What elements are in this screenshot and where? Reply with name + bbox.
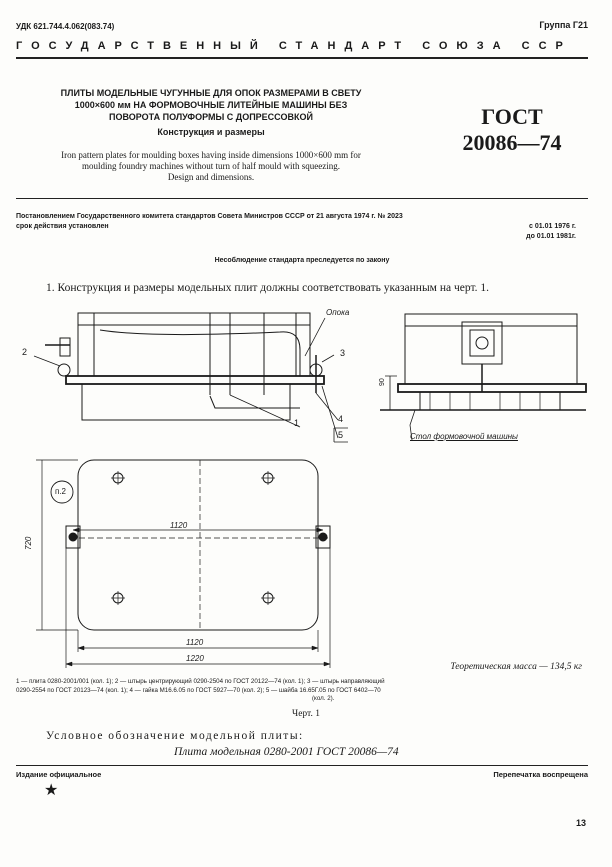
plan-view [36,460,330,668]
callout-2: 2 [22,347,28,357]
official-edition: Издание официальное [16,770,102,779]
end-view [380,314,586,440]
legend-line: 1 — плита 0280-2001/001 (кол. 1); 2 — штырь центрирующий 0290-2504 по ГОСТ 20122—74 (кол. 1); 3 — штырь направляющий [16,678,385,685]
gost-label: ГОСТ [481,104,543,129]
dim-1220: 1220 [186,654,204,663]
decree-date-to: до 01.01 1981г. [526,233,576,240]
legend-line: (кол. 2). [312,695,335,702]
legal-notice: Несоблюдение стандарта преследуется по закону [214,257,390,264]
footer-rule [16,765,588,766]
theoretical-mass: Теоретическая масса — 134,5 кг [450,662,582,672]
label-opoka: Опока [326,308,350,317]
designation-label: Условное обозначение модельной плиты: [46,730,304,742]
title-ru-subtitle: Конструкция и размеры [157,127,265,137]
label-machine-table: Стол формовочной машины [410,432,518,441]
star-icon: ★ [44,782,59,799]
standard-banner: ГОСУДАРСТВЕННЫЙ СТАНДАРТ СОЮЗА ССР [16,40,572,52]
callout-3: 3 [340,348,346,358]
legend-line: 0290-2554 по ГОСТ 20123—74 (кол. 1); 4 — гайка М16.6.05 по ГОСТ 5927—70 (кол. 2); 5 — шайба 16.65Г.05 по ГОСТ 6402—70 [16,686,381,694]
page-number: 13 [575,818,586,828]
dim-720: 720 [24,536,33,550]
parts-legend [16,678,582,704]
title-en-line: Iron pattern plates for moulding boxes having inside dimensions 1000×600 mm for [61,150,361,160]
decree-date-from: с 01.01 1976 г. [529,223,576,230]
dim-1120-top: 1120 [170,521,188,530]
title-ru-line: 1000×600 мм НА ФОРМОВОЧНЫЕ ЛИТЕЙНЫЕ МАШИНЫ БЕЗ [74,100,348,110]
title-en-line: moulding foundry machines without turn of half mould with squeezing. [82,161,340,171]
dim-90: 90 [379,378,386,386]
title-ru-line: ПОВОРОТА ПОЛУФОРМЫ С ДОПРЕССОВКОЙ [109,112,313,122]
dim-1120-bottom: 1120 [186,638,204,647]
callout-5: 5 [338,430,344,440]
group-code: Группа Г21 [539,20,588,30]
figure-caption: Черт. 1 [292,709,320,719]
label-radius: п.2 [55,487,67,496]
title-ru-line: ПЛИТЫ МОДЕЛЬНЫЕ ЧУГУННЫЕ ДЛЯ ОПОК РАЗМЕРАМИ В СВЕТУ [60,88,362,98]
reprint-prohibited: Перепечатка воспрещена [493,770,588,779]
clause-1: 1. Конструкция и размеры модельных плит должны соответствовать указанным на черт. 1. [46,282,489,294]
decree-validity: срок действия установлен [16,223,109,230]
title-en-line: Design and dimensions. [167,172,255,182]
decree-line: Постановлением Государственного комитета стандартов Совета Министров СССР от 21 августа 1974 г. № 2023 [16,213,403,220]
designation-example: Плита модельная 0280-2001 ГОСТ 20086—74 [174,746,399,758]
callout-4: 4 [338,414,344,424]
gost-number: 20086—74 [462,130,562,155]
udk-code: УДК 621.744.4.062(083.74) [16,22,115,31]
callout-1: 1 [294,418,300,428]
side-view [34,313,348,442]
